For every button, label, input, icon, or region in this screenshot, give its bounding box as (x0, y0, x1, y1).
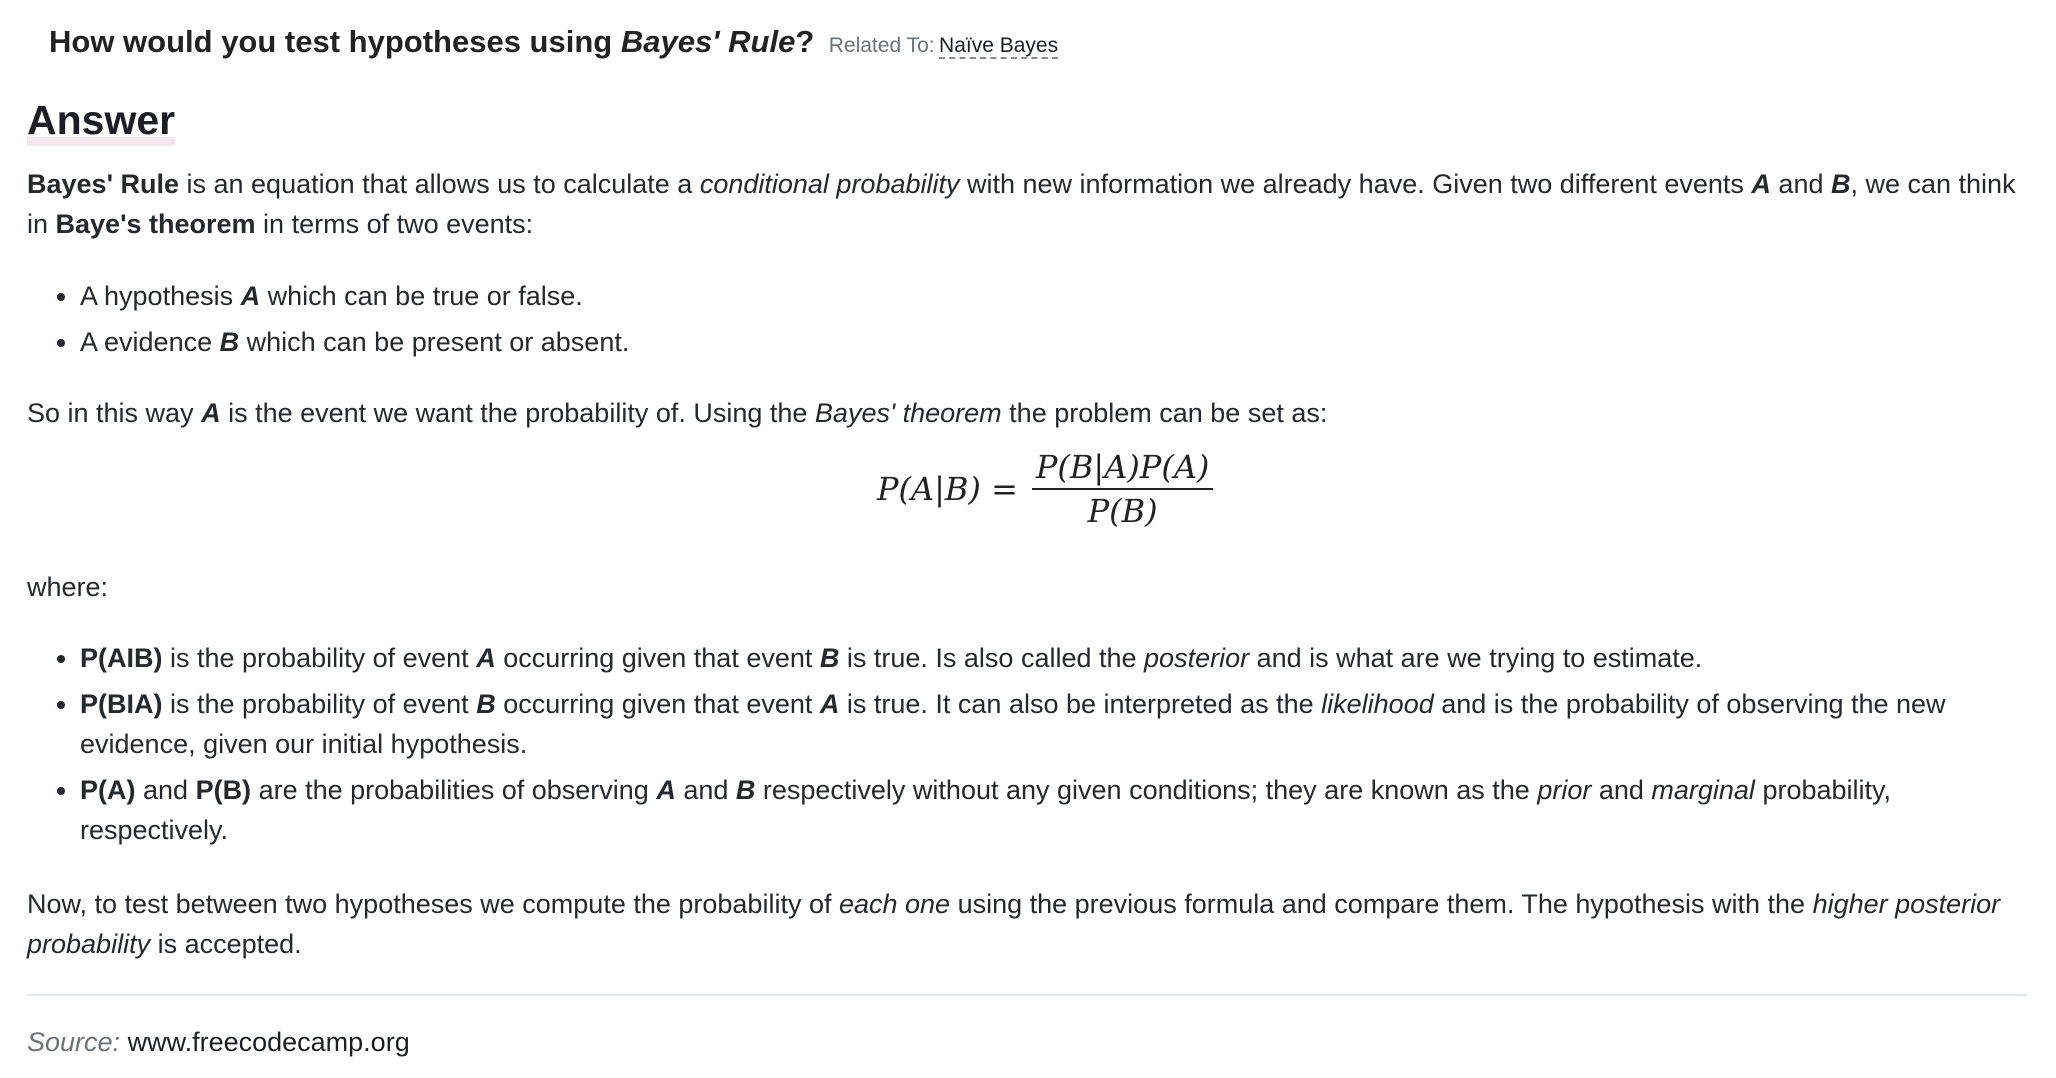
where-label: where: (27, 572, 109, 602)
question-title (49, 24, 1058, 60)
formula-lhs: P(A|B) = (877, 470, 1018, 508)
list-item: • A hypothesis A which can be true or false. (80, 276, 2027, 316)
source-line (27, 1027, 410, 1058)
list-item: • P(AIB) is the probability of event A occurring given that event B is true. Is also called the posterior and is what are we trying to estimate. (80, 638, 2027, 678)
question-text: How would you test hypotheses using Bayes' Rule? (49, 24, 815, 59)
list-item: • A evidence B which can be present or absent. (80, 322, 2027, 362)
related-to-label: Related To: (828, 34, 935, 57)
formula-numerator: P(B|A)P(A) (1032, 448, 1214, 490)
conclusion-paragraph: Now, to test between two hypotheses we compute the probability of each one using the previous formula and compare them. The hypothesis with the higher posterior probability is accepted. (27, 889, 2001, 959)
bayes-formula (877, 448, 1213, 530)
formula-denominator: P(B) (1087, 492, 1158, 530)
formula-fraction (1032, 448, 1214, 530)
source-link[interactable]: www.freecodecamp.org (127, 1027, 410, 1057)
related-topic-link[interactable]: Naïve Bayes (939, 34, 1059, 57)
events-list (27, 276, 2027, 368)
list-item: • P(A) and P(B) are the probabilities of observing A and B respectively without any given conditions; they are known as the prior and marginal probability, respectively. (80, 770, 2027, 850)
divider (27, 994, 2027, 996)
definitions-list (27, 638, 2027, 856)
answer-heading: Answer (27, 96, 175, 146)
list-item: • P(BIA) is the probability of event B occurring given that event A is true. It can also be interpreted as the likelihood and is the probability of observing the new evidence, given our initial hypothesis. (80, 684, 2027, 764)
setup-paragraph: So in this way A is the event we want the probability of. Using the Bayes' theorem the problem can be set as: (27, 398, 1328, 428)
intro-paragraph: Bayes' Rule is an equation that allows us to calculate a conditional probability with new information we already have. Given two different events A and B, we can think in Baye's theorem in terms of two events: (27, 169, 2016, 239)
source-label: Source: (27, 1027, 121, 1057)
